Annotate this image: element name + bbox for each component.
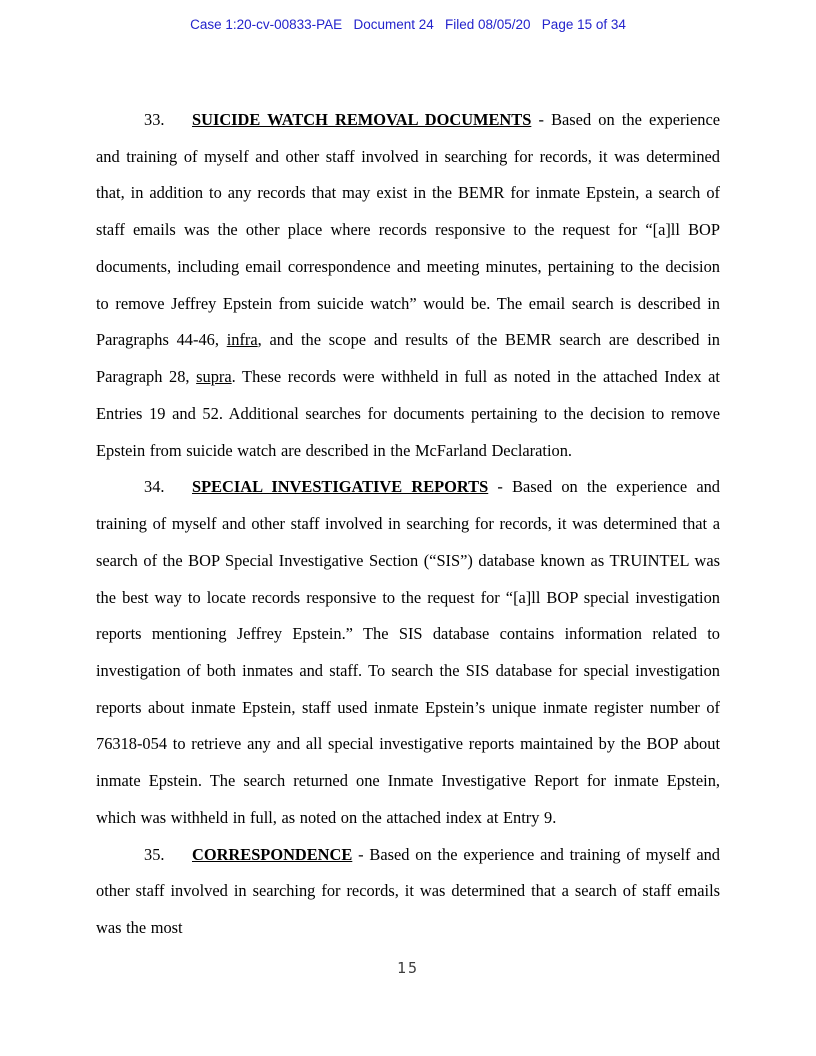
latin-term: supra (196, 367, 232, 387)
paragraph-number: 35. (144, 844, 165, 864)
paragraph-number: 33. (144, 110, 165, 129)
body-text: - Based on the experience and training of myself and other staff involved in searching for records, it was determined that a search of staff emails was the most (96, 844, 720, 938)
paragraph (96, 837, 720, 947)
latin-term: infra (226, 330, 258, 350)
paragraph-heading: SUICIDE WATCH REMOVAL DOCUMENTS (192, 110, 532, 129)
ecf-stamp-header: Case 1:20-cv-00833-PAE Document 24 Filed 08/05/20 Page 15 of 34 (190, 17, 626, 32)
document-body (96, 102, 720, 947)
page-number: 15 (396, 958, 420, 977)
body-text: - Based on the experience and training of myself and other staff involved in searching for records, it was determined that a search of the BOP Special Investigative Section (“SIS”) database known as TRUINTEL was the best way to locate records responsive to the request for “[a]ll BOP special investigation reports mentioning Jeffrey Epstein.” The SIS database contains information related to investigation of both inmates and staff. To search the SIS database for special investigation reports about inmate Epstein, staff used inmate Epstein’s unique inmate register number of 76318-054 to retrieve any and all special investigative reports maintained by the BOP about inmate Epstein. The search returned one Inmate Investigative Report for inmate Epstein, which was withheld in full, as noted on the attached index at Entry 9. (96, 477, 720, 827)
paragraph (96, 469, 720, 836)
paragraph-heading: SPECIAL INVESTIGATIVE REPORTS (192, 477, 489, 497)
body-text: , and the scope and results of the BEMR search are described in Paragraph 28, (96, 330, 720, 387)
paragraph (96, 102, 720, 469)
paragraph-heading: CORRESPONDENCE (192, 844, 353, 864)
body-text: . These records were withheld in full as noted in the attached Index at Entries 19 and 52. Additional searches for documents pertaining to the decision to remove Epstein from suicide watch are described in the McFarland Declaration. (96, 367, 720, 460)
body-text: - Based on the experience and training of myself and other staff involved in searching for records, it was determined that, in addition to any records that may exist in the BEMR for inmate Epstein, a search of staff emails was the other place where records responsive to the request for “[a]ll BOP documents, including email correspondence and meeting minutes, pertaining to the decision to remove Jeffrey Epstein from suicide watch” would be. The email search is described in Paragraphs 44-46, (96, 110, 721, 350)
paragraph-number: 34. (144, 477, 165, 497)
